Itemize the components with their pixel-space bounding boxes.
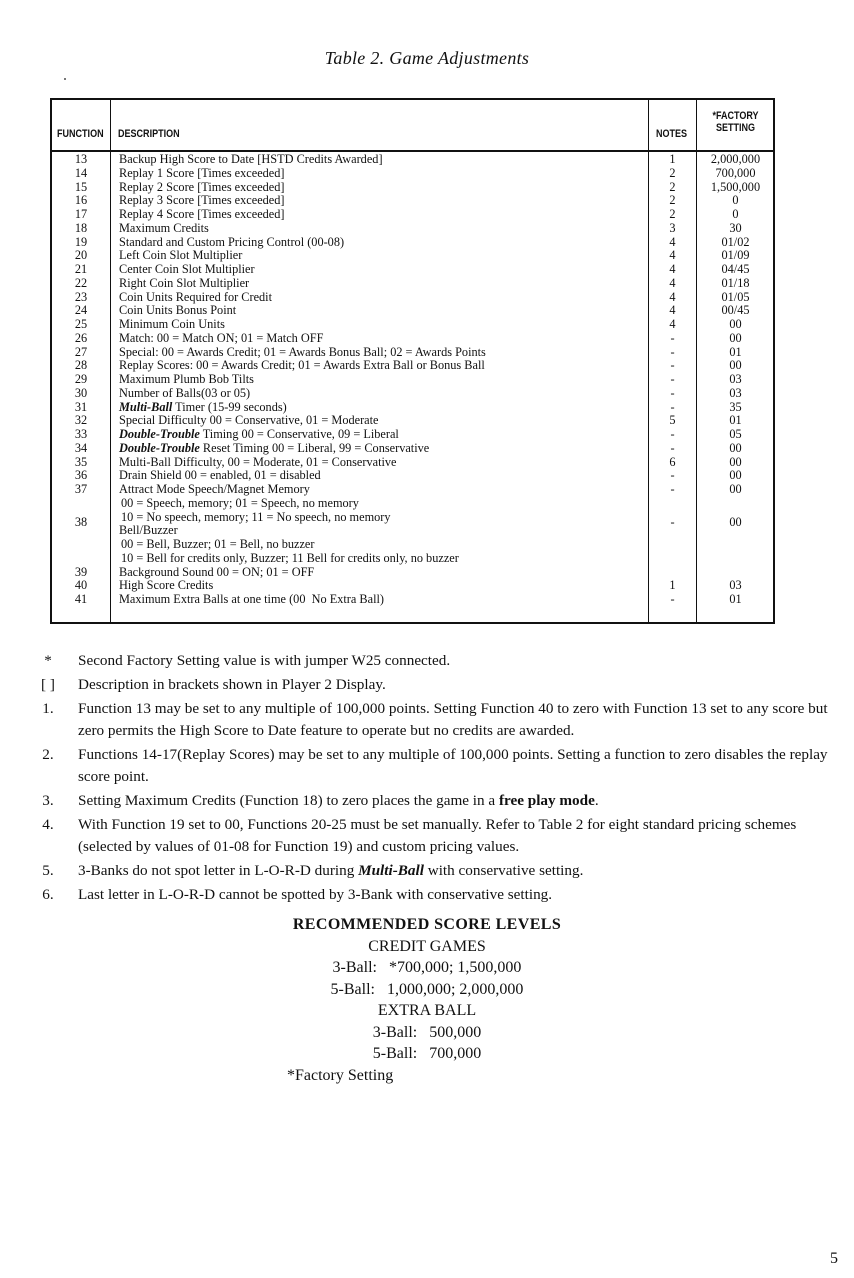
factory-setting: 04/45 (721, 262, 750, 276)
footnote-text: Last letter in L-O-R-D cannot be spotted by 3-Bank with conservative setting. (78, 886, 553, 903)
footnote-text: . (594, 792, 599, 809)
function-number: 30 (74, 385, 88, 400)
note-ref: - (670, 358, 675, 373)
footnote-mark: 6. (42, 886, 54, 903)
function-number: 34 (74, 440, 88, 455)
note-ref: 4 (669, 275, 676, 290)
function-number: 39 (74, 564, 88, 579)
description (119, 194, 285, 208)
factory-setting: 03 (729, 578, 742, 593)
description-text: 10 = No speech, memory; 11 = No speech, no memory (121, 509, 391, 524)
function-number: 20 (74, 248, 88, 263)
note-ref: - (670, 344, 675, 359)
note-ref: 2 (669, 179, 676, 194)
footnote-text: With Function 19 set to 00, Functions 20-25 must be set manually. Refer to Table 2 for eight standard pricing schemes (selected by values of 01-08 for Function 19) and custom pricing values. (78, 816, 797, 855)
factory-setting: 01 (729, 413, 742, 428)
table-row (52, 249, 773, 263)
description-text: Maximum Credits (119, 220, 209, 235)
footnote-text: with conservative setting. (423, 862, 584, 879)
table-row (52, 153, 773, 167)
description (119, 373, 254, 387)
description-text: Left Coin Slot Multiplier (119, 248, 243, 263)
note-ref: 4 (669, 303, 676, 318)
function-number: 13 (74, 152, 88, 166)
table-row (52, 593, 773, 607)
footnote-text: Functions 14-17(Replay Scores) may be set to any multiple of 100,000 points. Setting a function to zero disables the replay score point. (78, 746, 828, 785)
footnote-mark: 1. (42, 700, 54, 717)
table-row (52, 194, 773, 208)
description (119, 566, 314, 580)
table-row (52, 208, 773, 222)
function-number: 29 (74, 372, 88, 386)
note-ref: 2 (669, 165, 676, 180)
table-row (52, 373, 773, 387)
footnote-text: 3-Banks do not spot letter in L-O-R-D during (78, 862, 359, 879)
header-function: FUNCTION (57, 128, 104, 140)
table-row (52, 222, 773, 236)
description (119, 181, 285, 195)
note-ref: 4 (669, 289, 676, 304)
note-ref: 5 (669, 413, 676, 428)
footnote-text: Setting Maximum Credits (Function 18) to zero places the game in a (78, 792, 499, 809)
description (119, 208, 285, 222)
description-text: High Score Credits (119, 578, 214, 593)
footnote-mark: 5. (42, 862, 54, 879)
table-row (52, 469, 773, 483)
note-ref: - (670, 592, 675, 606)
table-row (52, 236, 773, 250)
description-text: Bell/Buzzer (119, 523, 178, 538)
note-ref: - (670, 330, 675, 345)
table-row (52, 263, 773, 277)
table-row (52, 566, 773, 580)
factory-setting: 03 (729, 385, 742, 400)
description-text: Drain Shield 00 = enabled, 01 = disabled (119, 468, 321, 483)
function-number: 22 (74, 275, 88, 290)
footnote-item (30, 650, 845, 672)
description-text: Right Coin Slot Multiplier (119, 275, 250, 290)
description-text: Coin Units Bonus Point (119, 303, 237, 318)
note-ref: - (670, 385, 675, 400)
header-factory-line2: SETTING (715, 122, 756, 134)
factory-setting-note: *Factory Setting (287, 1067, 394, 1084)
factory-setting: 00/45 (721, 303, 750, 318)
description (121, 538, 315, 552)
factory-setting: 0 (732, 207, 739, 221)
description (119, 387, 250, 401)
description (119, 318, 225, 332)
description-text: Special Difficulty 00 = Conservative, 01 = Moderate (119, 413, 379, 428)
description-text: Special: 00 = Awards Credit; 01 = Awards Bonus Ball; 02 = Awards Points (119, 344, 486, 359)
function-number: 28 (74, 358, 88, 373)
factory-setting: 2,000,000 (710, 152, 761, 166)
table-row (52, 318, 773, 332)
table-row (52, 428, 773, 442)
function-number: 41 (74, 592, 88, 606)
factory-setting: 00 (729, 330, 742, 345)
description-text: Minimum Coin Units (119, 317, 225, 331)
factory-setting: 00 (729, 317, 742, 331)
description-text: Multi-Ball Difficulty, 00 = Moderate, 01 = Conservative (119, 454, 397, 469)
description-text: Replay 3 Score [Times exceeded] (119, 193, 285, 208)
factory-setting: 01/02 (721, 234, 750, 249)
function-number: 40 (74, 578, 88, 593)
description-text: Timing 00 = Conservative, 09 = Liberal (199, 427, 399, 441)
footnote-item (30, 790, 845, 812)
note-ref: 4 (669, 234, 676, 249)
factory-setting: 00 (729, 468, 742, 483)
description-emphasis: Double-Trouble (119, 440, 200, 455)
footnote-mark: [ ] (41, 676, 55, 693)
description-text: 00 = Bell, Buzzer; 01 = Bell, no buzzer (121, 537, 315, 551)
description-text: Timer (15-99 seconds) (172, 399, 287, 414)
extra-ball-heading: EXTRA BALL (377, 1002, 477, 1019)
page-number: 5 (830, 1250, 838, 1267)
header-notes: NOTES (656, 128, 688, 140)
table-row (52, 456, 773, 470)
factory-setting: 03 (729, 372, 742, 386)
footnote-bold: free play mode (498, 792, 595, 809)
table-row (52, 497, 773, 511)
table-row (52, 277, 773, 291)
description-text: 10 = Bell for credits only, Buzzer; 11 Bell for credits only, no buzzer (121, 550, 459, 565)
footnote-item (30, 814, 845, 858)
footnote-item (30, 698, 845, 742)
function-number: 15 (74, 179, 88, 194)
description-text: Coin Units Required for Credit (119, 289, 273, 304)
factory-setting: 00 (729, 440, 742, 455)
function-number: 18 (74, 220, 88, 235)
table-row (52, 167, 773, 181)
recommended-score-levels (0, 914, 854, 1065)
function-number: 37 (74, 482, 88, 496)
factory-setting: 01 (729, 344, 742, 359)
note-ref: 1 (669, 152, 676, 166)
factory-setting: 01/05 (721, 289, 750, 304)
note-ref: 4 (669, 317, 676, 331)
note-ref: - (670, 440, 675, 455)
table-row (52, 387, 773, 401)
footnote-text: Function 13 may be set to any multiple of 100,000 points. Setting Function 40 to zero with Function 13 set to any score but zero permits the High Score to Date feature to operate but no credits are awarded. (78, 700, 828, 739)
note-ref: 2 (669, 193, 676, 208)
footnote-bold: Multi-Ball (358, 862, 424, 879)
note-ref: - (670, 399, 675, 414)
note-ref: - (670, 482, 675, 496)
table-title: Table 2. Game Adjustments (324, 48, 530, 68)
table-row (52, 332, 773, 346)
factory-setting: 00 (729, 515, 742, 530)
header-factory-line1: *FACTORY (712, 110, 759, 122)
table-row (52, 414, 773, 428)
function-number: 25 (74, 317, 88, 331)
factory-setting: 01/09 (721, 248, 750, 263)
description-text: Replay Scores: 00 = Awards Credit; 01 = Awards Extra Ball or Bonus Ball (119, 358, 485, 373)
note-ref: 6 (669, 454, 676, 469)
factory-setting: 700,000 (715, 165, 756, 180)
description-text: Reset Timing 00 = Liberal, 99 = Conservative (199, 440, 430, 455)
note-ref: 3 (669, 220, 676, 235)
description-emphasis: Multi-Ball (119, 399, 173, 414)
description (119, 414, 379, 428)
function-number: 23 (74, 289, 88, 304)
description (119, 456, 397, 470)
table-row (52, 181, 773, 195)
footnote-item (30, 860, 845, 882)
function-number: 19 (74, 234, 88, 249)
description-text: Background Sound 00 = ON; 01 = OFF (119, 564, 315, 579)
description (119, 524, 178, 538)
description-text: Maximum Plumb Bob Tilts (119, 372, 254, 386)
description-text: Attract Mode Speech/Magnet Memory (119, 482, 310, 496)
function-number: 36 (74, 468, 88, 483)
description-text: Center Coin Slot Multiplier (119, 262, 255, 276)
footnote-item (30, 744, 845, 788)
footnote-text: Second Factory Setting value is with jumper W25 connected. (78, 652, 451, 669)
description-text: Standard and Custom Pricing Control (00-08) (119, 234, 345, 249)
table-row (52, 483, 773, 497)
credit-games-heading: CREDIT GAMES (368, 937, 486, 955)
table-row (52, 538, 773, 552)
function-number: 24 (74, 303, 88, 318)
note-ref: - (670, 372, 675, 386)
description (119, 428, 399, 442)
description-text: Replay 1 Score [Times exceeded] (119, 165, 285, 180)
description (119, 236, 344, 250)
note-ref: 1 (669, 578, 676, 593)
scan-speck (64, 78, 66, 80)
description-text: 00 = Speech, memory; 01 = Speech, no memory (121, 495, 359, 510)
function-number: 27 (74, 344, 88, 359)
description-text: Number of Balls(03 or 05) (119, 385, 251, 400)
description-text: Maximum Extra Balls at one time (00 No Extra Ball) (119, 592, 385, 606)
function-number: 21 (74, 262, 88, 276)
function-number: 33 (74, 427, 88, 441)
description (119, 359, 485, 373)
description (121, 552, 459, 566)
function-number: 31 (74, 399, 88, 414)
function-number: 32 (74, 413, 88, 428)
footnotes (30, 650, 845, 908)
note-ref: 4 (669, 248, 676, 263)
description (119, 346, 486, 360)
description-text: Replay 2 Score [Times exceeded] (119, 179, 285, 194)
extra-5ball: 5-Ball: 700,000 (372, 1045, 482, 1062)
table-row (52, 346, 773, 360)
footnote-mark: 3. (42, 792, 54, 809)
header-description: DESCRIPTION (118, 128, 180, 140)
footnote-mark: 4. (42, 816, 54, 833)
note-ref: - (670, 427, 675, 441)
description (119, 401, 287, 415)
function-number: 26 (74, 330, 88, 345)
footnote-item (30, 674, 845, 696)
description (119, 291, 272, 305)
factory-setting: 00 (729, 482, 742, 496)
table-row (52, 359, 773, 373)
function-number: 35 (74, 454, 88, 469)
description (121, 497, 359, 511)
description (119, 304, 236, 318)
footnote-mark: * (44, 652, 52, 669)
table-row (52, 442, 773, 456)
description (119, 483, 310, 497)
factory-setting: 00 (729, 454, 742, 469)
function-number: 14 (74, 165, 88, 180)
description-text: Match: 00 = Match ON; 01 = Match OFF (119, 330, 324, 345)
description (119, 167, 285, 181)
description (119, 579, 213, 593)
function-number: 16 (74, 193, 88, 208)
description-emphasis: Double-Trouble (119, 427, 200, 441)
description (121, 511, 391, 525)
description-text: Replay 4 Score [Times exceeded] (119, 207, 285, 221)
factory-setting: 05 (729, 427, 742, 441)
recommended-title: RECOMMENDED SCORE LEVELS (292, 916, 562, 933)
function-number: 38 (74, 515, 88, 530)
note-ref: 4 (669, 262, 676, 276)
description (119, 442, 429, 456)
factory-setting: 0 (732, 193, 739, 208)
credit-5ball: 5-Ball: 1,000,000; 2,000,000 (330, 980, 524, 998)
extra-3ball: 3-Ball: 500,000 (372, 1023, 482, 1041)
description (119, 277, 249, 291)
factory-setting: 1,500,000 (710, 179, 761, 194)
description (119, 263, 255, 277)
footnote-item (30, 884, 845, 906)
factory-setting: 35 (729, 399, 742, 414)
factory-setting: 30 (729, 220, 742, 235)
table-row (52, 401, 773, 415)
game-adjustments-table (50, 98, 775, 624)
description (119, 249, 242, 263)
description (119, 593, 384, 607)
footnote-text: Description in brackets shown in Player 2 Display. (78, 676, 386, 693)
credit-3ball: 3-Ball: *700,000; 1,500,000 (332, 959, 522, 976)
description-text: Backup High Score to Date [HSTD Credits Awarded] (119, 152, 383, 166)
factory-setting: 00 (729, 358, 742, 373)
note-ref: - (670, 468, 675, 483)
table-row (52, 304, 773, 318)
note-ref: 2 (669, 207, 676, 221)
factory-setting: 01/18 (721, 275, 750, 290)
table-row (52, 552, 773, 566)
footnote-mark: 2. (42, 746, 54, 763)
table-row (52, 291, 773, 305)
function-number: 17 (74, 207, 88, 221)
description (119, 332, 323, 346)
description (119, 153, 383, 167)
factory-setting: 01 (729, 592, 742, 606)
description (119, 469, 321, 483)
table-row (52, 579, 773, 593)
description (119, 222, 209, 236)
note-ref: - (670, 515, 675, 530)
